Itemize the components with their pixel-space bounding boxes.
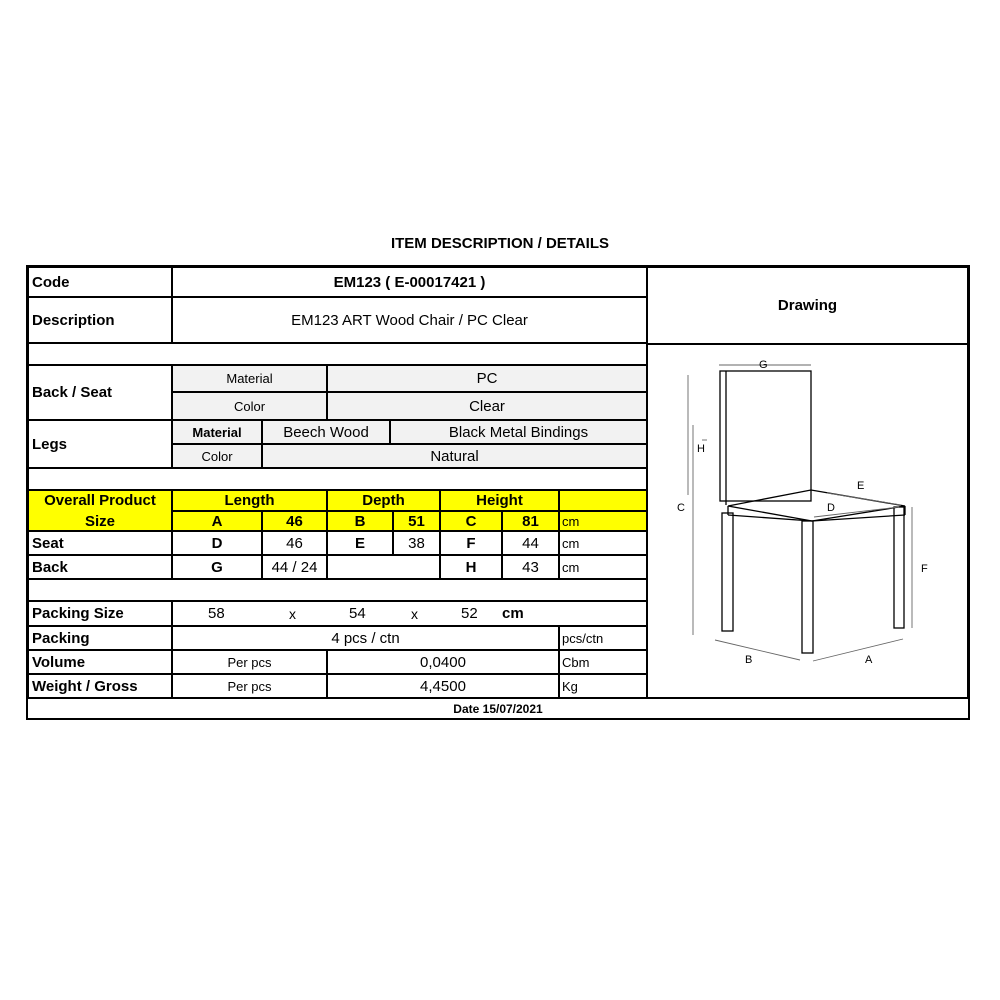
packing-size-row bbox=[172, 601, 647, 626]
legs-material-value-1: Beech Wood bbox=[262, 420, 390, 444]
back-seat-material-value: PC bbox=[327, 365, 647, 392]
volume-label: Volume bbox=[28, 650, 172, 674]
seat-d-key: D bbox=[172, 531, 262, 555]
date-footer: Date 15/07/2021 bbox=[28, 698, 968, 718]
packing-size-length: 58 bbox=[208, 605, 225, 622]
back-unit: cm bbox=[559, 555, 647, 579]
legs-color-value: Natural bbox=[262, 444, 647, 468]
spacer-row-2 bbox=[28, 468, 647, 490]
code-value: EM123 ( E-00017421 ) bbox=[172, 267, 647, 297]
height-header-blank bbox=[559, 490, 647, 511]
drawing-header-cell bbox=[647, 267, 968, 345]
dim-label-e: E bbox=[857, 480, 865, 492]
description-label: Description bbox=[28, 297, 172, 343]
packing-label: Packing bbox=[28, 626, 172, 650]
spacer-row-1 bbox=[28, 343, 647, 365]
packing-size-x1: x bbox=[289, 606, 296, 622]
volume-unit: Cbm bbox=[559, 650, 647, 674]
back-seat-label: Back / Seat bbox=[28, 365, 172, 420]
weight-per: Per pcs bbox=[172, 674, 327, 698]
volume-per: Per pcs bbox=[172, 650, 327, 674]
back-blank bbox=[327, 555, 440, 579]
height-header: Height bbox=[440, 490, 559, 511]
chair-drawing bbox=[647, 345, 968, 698]
overall-size-label bbox=[28, 490, 172, 531]
back-seat-color-label: Color bbox=[172, 392, 327, 420]
seat-f-key: F bbox=[440, 531, 502, 555]
legs-material-value-2: Black Metal Bindings bbox=[390, 420, 647, 444]
chair-backrest bbox=[720, 371, 811, 501]
packing-size-label: Packing Size bbox=[28, 601, 172, 626]
dim-label-f: F bbox=[921, 563, 928, 575]
overall-b-key: B bbox=[327, 511, 393, 531]
chair-leg-back-right bbox=[894, 507, 904, 628]
overall-size-label-line-1: Overall Product bbox=[44, 491, 156, 509]
seat-f-value: 44 bbox=[502, 531, 559, 555]
dim-label-h: H bbox=[697, 443, 705, 455]
back-h-value: 43 bbox=[502, 555, 559, 579]
legs-material-label: Material bbox=[172, 420, 262, 444]
code-label: Code bbox=[28, 267, 172, 297]
dim-label-b: B bbox=[745, 654, 753, 666]
description-value: EM123 ART Wood Chair / PC Clear bbox=[172, 297, 647, 343]
length-header: Length bbox=[172, 490, 327, 511]
depth-header: Depth bbox=[327, 490, 440, 511]
seat-unit: cm bbox=[559, 531, 647, 555]
packing-size-unit: cm bbox=[502, 605, 524, 622]
back-g-key: G bbox=[172, 555, 262, 579]
spacer-row-3 bbox=[28, 579, 647, 601]
weight-unit: Kg bbox=[559, 674, 647, 698]
overall-a-value: 46 bbox=[262, 511, 327, 531]
document-title: ITEM DESCRIPTION / DETAILS bbox=[390, 235, 610, 252]
dim-label-d: D bbox=[827, 502, 835, 514]
back-g-value: 44 / 24 bbox=[262, 555, 327, 579]
packing-size-x2: x bbox=[411, 606, 418, 622]
legs-label: Legs bbox=[28, 420, 172, 468]
overall-unit: cm bbox=[559, 511, 647, 531]
drawing-header: Drawing bbox=[777, 296, 838, 314]
packing-size-height: 52 bbox=[461, 605, 478, 622]
overall-size-label-line-2: Size bbox=[84, 512, 115, 530]
back-label: Back bbox=[28, 555, 172, 579]
back-seat-material-label: Material bbox=[172, 365, 327, 392]
packing-size-width: 54 bbox=[349, 605, 366, 622]
seat-d-value: 46 bbox=[262, 531, 327, 555]
dim-label-c: C bbox=[677, 502, 685, 514]
seat-e-value: 38 bbox=[393, 531, 440, 555]
weight-label: Weight / Gross bbox=[28, 674, 172, 698]
volume-value: 0,0400 bbox=[327, 650, 559, 674]
back-seat-color-value: Clear bbox=[327, 392, 647, 420]
back-h-key: H bbox=[440, 555, 502, 579]
dim-label-g: G bbox=[759, 359, 768, 371]
overall-b-value: 51 bbox=[393, 511, 440, 531]
overall-c-value: 81 bbox=[502, 511, 559, 531]
seat-e-key: E bbox=[327, 531, 393, 555]
legs-color-label: Color bbox=[172, 444, 262, 468]
dim-label-a: A bbox=[865, 654, 873, 666]
chair-leg-front-right bbox=[802, 521, 813, 653]
weight-value: 4,4500 bbox=[327, 674, 559, 698]
seat-label: Seat bbox=[28, 531, 172, 555]
overall-a-key: A bbox=[172, 511, 262, 531]
overall-c-key: C bbox=[440, 511, 502, 531]
packing-value: 4 pcs / ctn bbox=[172, 626, 559, 650]
packing-unit: pcs/ctn bbox=[559, 626, 647, 650]
chair-leg-front-left bbox=[722, 513, 733, 631]
